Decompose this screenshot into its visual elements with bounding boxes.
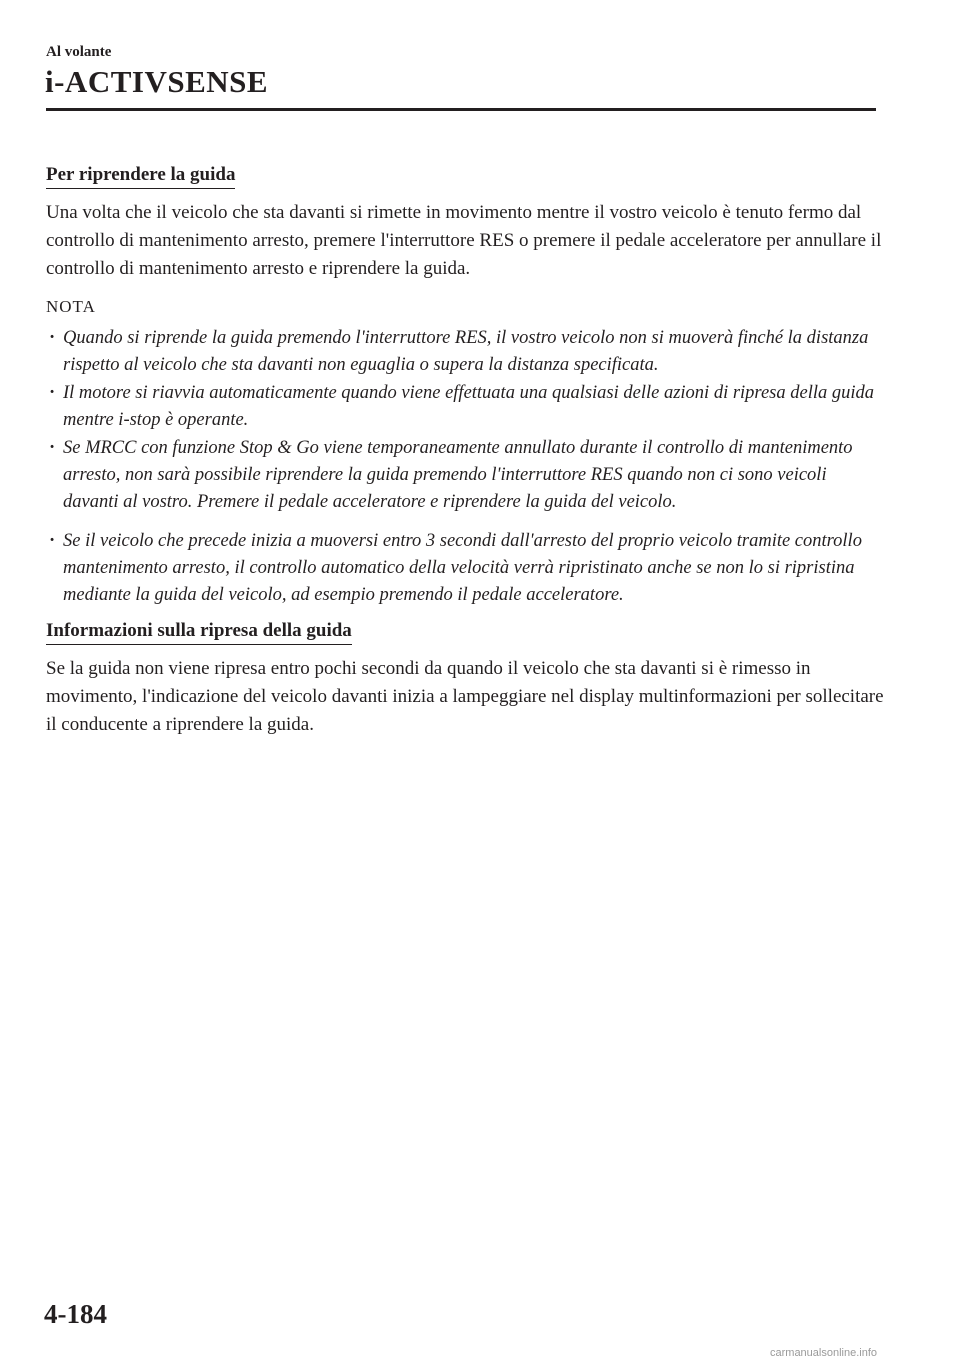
note-text: Se MRCC con funzione Stop & Go viene temporaneamente annullato durante il controllo di mantenimento arresto, non sarà possibile riprendere la guida premendo l'interruttore RES quando non ci sono veicoli davanti al vostro. Premere il pedale acceleratore e riprendere la guida del veicolo.: [63, 438, 853, 512]
note-label: NOTA: [46, 297, 96, 316]
note-text: Il motore si riavvia automaticamente quando viene effettuata una qualsiasi delle azioni di ripresa della guida mentre i-stop è operante.: [63, 383, 874, 430]
note-item: [46, 380, 886, 434]
bullet-icon: ·: [49, 438, 56, 458]
watermark: carmanualsonline.info: [770, 1347, 878, 1359]
page-number: 4-184: [44, 1299, 107, 1329]
note-item: [46, 325, 886, 379]
note-text: Quando si riprende la guida premendo l'interruttore RES, il vostro veicolo non si muoverà finché la distanza rispetto al veicolo che sta davanti non eguaglia o supera la distanza specificata.: [63, 328, 869, 375]
bullet-icon: ·: [49, 328, 56, 348]
note-list: [46, 325, 886, 609]
bullet-icon: ·: [49, 531, 56, 551]
section-heading: Per riprendere la guida: [46, 163, 235, 189]
section-resume-info: [46, 619, 886, 739]
header-divider: [46, 108, 876, 111]
page-body: [46, 163, 886, 751]
note-item: [46, 435, 886, 516]
note-item: [46, 528, 886, 609]
header-section-label: Al volante: [46, 44, 112, 60]
chapter-title: i-ACTIVSENSE: [45, 64, 269, 99]
section-resume-driving: [46, 163, 886, 283]
section-paragraph: Una volta che il veicolo che sta davanti si rimette in movimento mentre il vostro veicolo è tenuto fermo dal controllo di mantenimento arresto, premere l'interruttore RES o premere il pedale acceleratore per annullare il controllo di mantenimento arresto e riprendere la guida.: [46, 202, 882, 279]
section-paragraph: Se la guida non viene ripresa entro pochi secondi da quando il veicolo che sta davanti si è rimesso in movimento, l'indicazione del veicolo davanti inizia a lampeggiare nel display multinformazioni per sollecitare il conducente a riprendere la guida.: [46, 658, 884, 735]
bullet-icon: ·: [49, 383, 56, 403]
note-text: Se il veicolo che precede inizia a muoversi entro 3 secondi dall'arresto del proprio veicolo tramite controllo mantenimento arresto, il controllo automatico della velocità verrà ripristinato anche se non lo si ripristina mediante la guida del veicolo, ad esempio premendo il pedale acceleratore.: [63, 531, 862, 605]
note-box: [46, 295, 886, 609]
section-heading: Informazioni sulla ripresa della guida: [46, 619, 352, 645]
